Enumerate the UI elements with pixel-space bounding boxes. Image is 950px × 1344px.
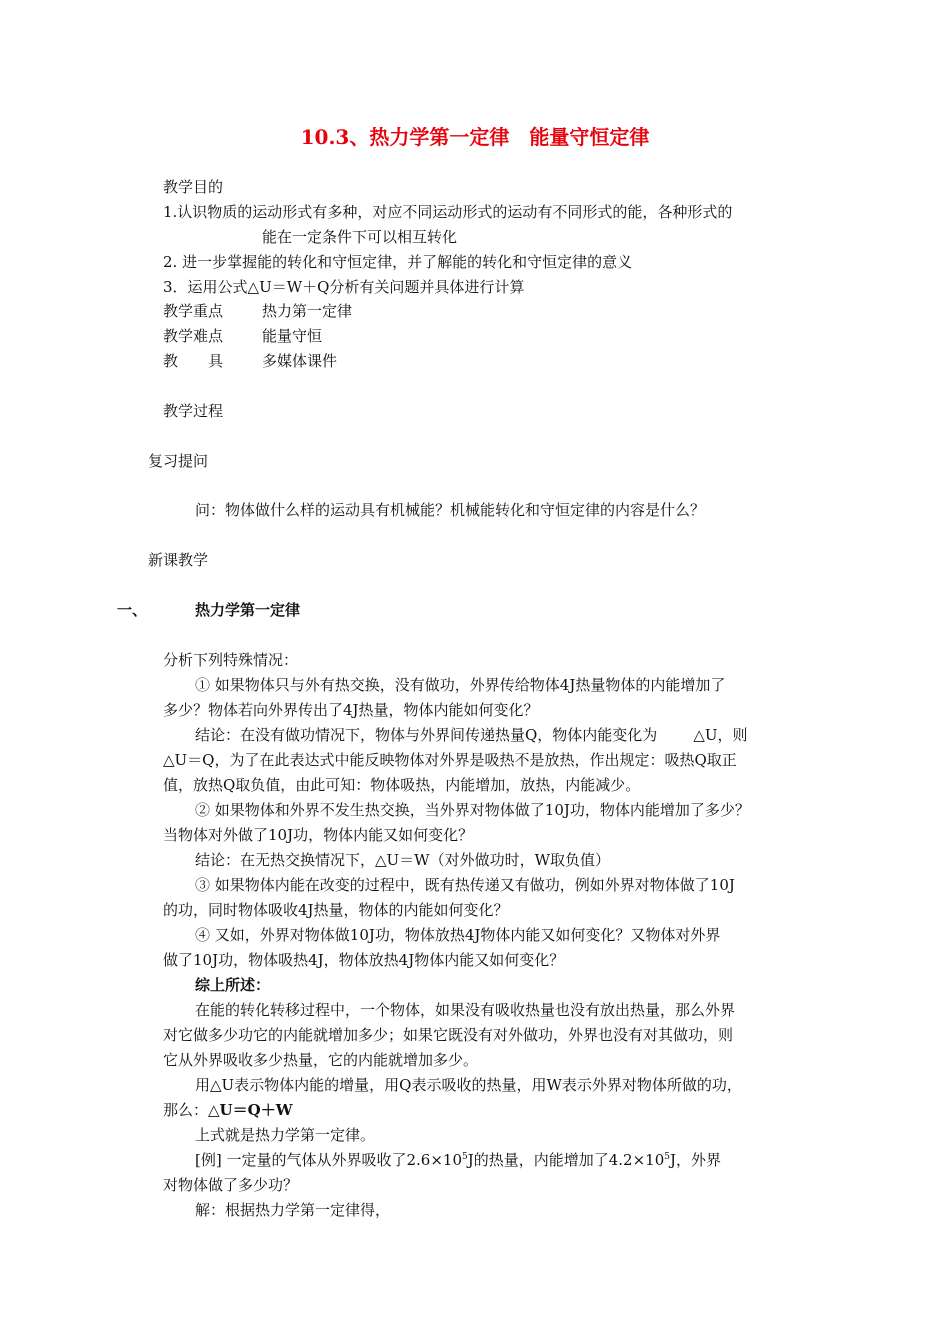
law-statement: 上式就是热力学第一定律。 [195,1126,376,1144]
case-2-line-2: 当物体对外做了10J功，物体内能又如何变化？ [163,826,474,844]
case-2-conclusion: 结论：在无热交换情况下，△U＝W（对外做功时，W取负值） [195,851,611,869]
case-3-line-1: ③ 如果物体内能在改变的过程中，既有热传递又有做功，例如外界对物体做了10J [195,876,735,894]
case-1-conclusion-line-3: 值，放热Q取负值，由此可知：物体吸热，内能增加，放热，内能减少。 [163,776,641,794]
summary-line-2: 对它做多少功它的内能就增加多少；如果它既没有对外做功，外界也没有对其做功，则 [163,1026,734,1044]
case-2-line-1: ② 如果物体和外界不发生热交换，当外界对物体做了10J功，物体内能增加了多少？ [195,801,750,819]
case-1-conclusion-line-1: 结论：在没有做功情况下，物体与外界间传递热量Q，物体内能变化为 △U，则 [195,726,748,744]
meta-difficulty-value: 能量守恒 [262,327,323,345]
objective-3: 3．运用公式△U＝W＋Q分析有关问题并具体进行计算 [163,278,525,296]
section-number: 一、 [117,601,148,619]
solution-line: 解：根据热力学第一定律得， [195,1201,391,1219]
review-heading: 复习提问 [148,452,209,470]
page-title: 10.3、热力学第一定律 能量守恒定律 [300,125,650,149]
summary-line-1: 在能的转化转移过程中，一个物体，如果没有吸收热量也没有放出热量，那么外界 [195,1001,736,1019]
objective-1-line-2: 能在一定条件下可以相互转化 [262,228,458,246]
process-heading: 教学过程 [163,402,224,420]
case-1-line-1: ① 如果物体只与外有热交换，没有做功，外界传给物体4J热量物体的内能增加了 [195,676,726,694]
case-4-line-1: ④ 又如，外界对物体做10J功，物体放热4J物体内能又如何变化？又物体对外界 [195,926,721,944]
case-1-conclusion-line-2: △U＝Q，为了在此表达式中能反映物体对外界是吸热不是放热，作出规定：吸热Q取正 [163,751,737,769]
first-law-formula: △U＝Q＋W [208,1101,293,1119]
case-4-line-2: 做了10J功，物体吸热4J，物体放热4J物体内能又如何变化？ [163,951,565,969]
case-1-line-2: 多少？物体若向外界传出了4J热量，物体内能如何变化？ [163,701,539,719]
section-title: 热力学第一定律 [195,601,301,619]
definition-line-2: 那么：△U＝Q＋W [163,1101,293,1119]
objective-2: 2. 进一步掌握能的转化和守恒定律，并了解能的转化和守恒定律的意义 [163,253,633,271]
new-lesson-heading: 新课教学 [148,551,209,569]
definition-line-1: 用△U表示物体内能的增量，用Q表示吸收的热量，用W表示外界对物体所做的功， [195,1076,742,1094]
meta-key-points-value: 热力第一定律 [262,302,353,320]
example-line-2: 对物体做了多少功？ [163,1176,299,1194]
objective-1-line-1: 1.认识物质的运动形式有多种，对应不同运动形式的运动有不同形式的能，各种形式的 [163,203,733,221]
summary-heading: 综上所述： [195,976,271,994]
case-3-line-2: 的功，同时物体吸收4J热量，物体的内能如何变化？ [163,901,509,919]
meta-key-points-label: 教学重点 [163,302,224,320]
review-question: 问：物体做什么样的运动具有机械能？机械能转化和守恒定律的内容是什么？ [195,501,706,519]
meta-difficulty-label: 教学难点 [163,327,224,345]
meta-tools-label: 教 具 [163,352,224,370]
summary-line-3: 它从外界吸收多少热量，它的内能就增加多少。 [163,1051,479,1069]
example-line-1: [例] 一定量的气体从外界吸收了$2.6\times 10^5J$的热量，内能增加了$4.2\times 10^5J$，外界 [195,1151,721,1169]
meta-tools-value: 多媒体课件 [262,352,338,370]
objectives-heading: 教学目的 [163,178,224,196]
analysis-intro: 分析下列特殊情况： [163,651,299,669]
